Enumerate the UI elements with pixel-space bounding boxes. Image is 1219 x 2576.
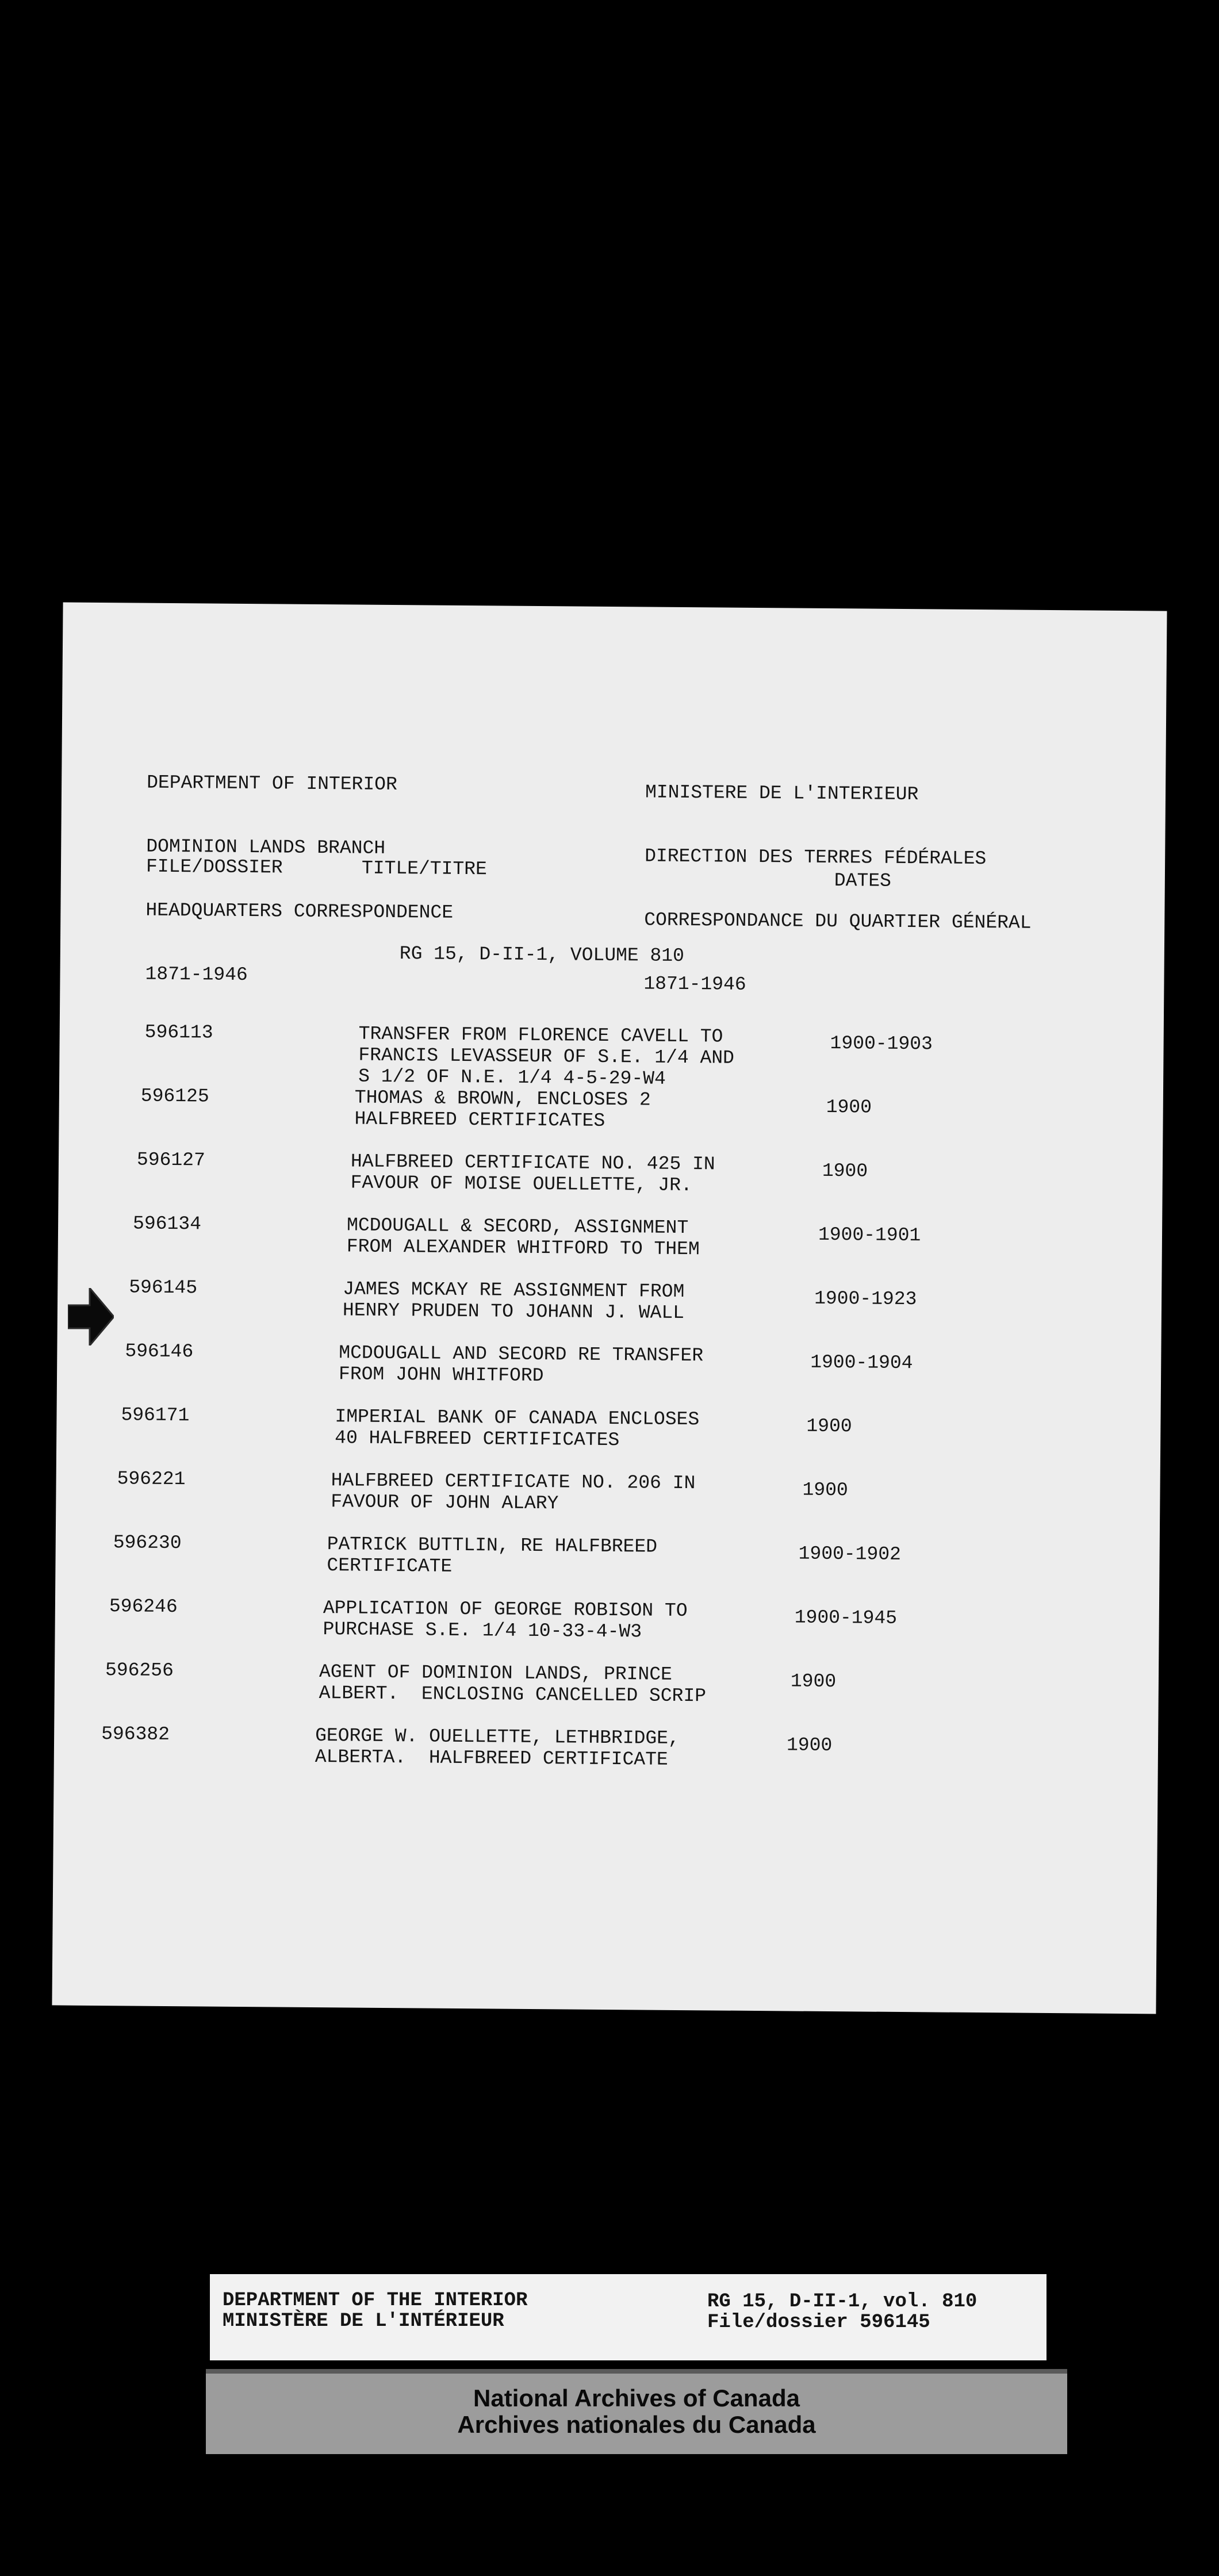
- file-title: TRANSFER FROM FLORENCE CAVELL TO FRANCIS LEVASSEUR OF S.E. 1/4 AND S 1/2 OF N.E. 1/4 4-5-29-W4: [358, 1023, 735, 1090]
- file-number: 596230: [113, 1532, 182, 1554]
- file-row: [57, 1276, 1162, 1331]
- file-dates: 1900: [786, 1734, 833, 1757]
- reference-department: [223, 2290, 528, 2332]
- file-number: 596246: [109, 1596, 178, 1618]
- archive-name-fr: Archives nationales du Canada: [457, 2411, 816, 2438]
- file-number: 596382: [101, 1723, 170, 1746]
- volume-heading: RG 15, D-II-1, VOLUME 810: [399, 943, 685, 967]
- file-dates: 1900-1945: [794, 1607, 898, 1629]
- file-number: 596145: [129, 1276, 198, 1299]
- file-row: [59, 1021, 1164, 1090]
- file-row: [56, 1404, 1161, 1458]
- file-number: 596125: [140, 1085, 209, 1107]
- file-number: 596221: [117, 1468, 186, 1490]
- archive-name: [206, 2385, 1067, 2438]
- file-title: HALFBREED CERTIFICATE NO. 425 IN FAVOUR OF MOISE OUELLETTE, JR.: [350, 1151, 715, 1197]
- reference-file-info: [707, 2291, 977, 2333]
- archive-label: [206, 2369, 1067, 2454]
- file-title: IMPERIAL BANK OF CANADA ENCLOSES 40 HALFBREED CERTIFICATES: [335, 1406, 700, 1451]
- header-line: HEADQUARTERS CORRESPONDENCE: [145, 899, 454, 923]
- file-row: [59, 1084, 1163, 1139]
- archive-name-en: National Archives of Canada: [473, 2385, 800, 2412]
- file-row: [54, 1723, 1159, 1777]
- file-title: APPLICATION OF GEORGE ROBISON TO PURCHASE S.E. 1/4 10-33-4-W3: [323, 1597, 688, 1643]
- reference-dept-fr: MINISTÈRE DE L'INTÉRIEUR: [223, 2310, 504, 2332]
- reference-rg: RG 15, D-II-1, vol. 810: [707, 2291, 977, 2313]
- file-dates: 1900-1903: [830, 1032, 933, 1055]
- file-dates: 1900: [806, 1415, 852, 1438]
- header-line: DOMINION LANDS BRANCH: [146, 835, 386, 859]
- header-line: DEPARTMENT OF INTERIOR: [147, 772, 397, 796]
- file-title: GEORGE W. OUELLETTE, LETHBRIDGE, ALBERTA. HALFBREED CERTIFICATE: [315, 1725, 680, 1770]
- file-number: 596113: [144, 1021, 213, 1044]
- file-number: 596127: [136, 1149, 205, 1171]
- reference-file: File/dossier 596145: [707, 2312, 930, 2333]
- file-title: AGENT OF DOMINION LANDS, PRINCE ALBERT. ENCLOSING CANCELLED SCRIP: [319, 1661, 707, 1707]
- file-title: PATRICK BUTTLIN, RE HALFBREED CERTIFICATE: [327, 1534, 658, 1577]
- column-header-dates: DATES: [834, 870, 892, 892]
- file-title: HALFBREED CERTIFICATE NO. 206 IN FAVOUR OF JOHN ALARY: [331, 1470, 696, 1515]
- file-title: JAMES MCKAY RE ASSIGNMENT FROM HENRY PRUDEN TO JOHANN J. WALL: [342, 1278, 685, 1324]
- file-dates: 1900: [802, 1479, 848, 1501]
- file-number: 596256: [105, 1659, 174, 1682]
- file-number: 596134: [132, 1213, 202, 1235]
- file-dates: 1900-1904: [810, 1351, 913, 1374]
- file-dates: 1900: [822, 1160, 868, 1182]
- arrow-right-icon: [68, 1288, 114, 1346]
- column-header-file: FILE/DOSSIER: [145, 856, 283, 879]
- header-english: [145, 730, 455, 1030]
- reference-label: [210, 2274, 1046, 2360]
- header-line: MINISTERE DE L'INTERIEUR: [645, 781, 919, 806]
- header-line: DIRECTION DES TERRES FÉDÉRALES: [645, 845, 987, 870]
- file-row: [55, 1595, 1159, 1650]
- file-dates: 1900: [790, 1670, 837, 1693]
- file-row: [58, 1212, 1163, 1267]
- file-dates: 1900: [826, 1096, 872, 1118]
- file-row: [55, 1659, 1159, 1713]
- file-dates: 1900-1923: [814, 1287, 917, 1310]
- header-line: CORRESPONDANCE DU QUARTIER GÉNÉRAL: [644, 909, 1032, 934]
- file-dates: 1900-1902: [798, 1543, 902, 1565]
- reference-dept-en: DEPARTMENT OF THE INTERIOR: [223, 2290, 528, 2312]
- file-row: [57, 1340, 1162, 1394]
- file-number: 596146: [125, 1340, 194, 1363]
- column-header-title: TITLE/TITRE: [361, 857, 487, 880]
- file-row: [55, 1531, 1160, 1586]
- header-line: 1871-1946: [643, 973, 746, 995]
- file-row: [59, 1148, 1163, 1203]
- header-line: 1871-1946: [145, 963, 248, 986]
- file-number: 596171: [121, 1404, 190, 1427]
- file-title: THOMAS & BROWN, ENCLOSES 2 HALFBREED CERTIFICATES: [354, 1087, 651, 1132]
- file-title: MCDOUGALL AND SECORD RE TRANSFER FROM JOHN WHITFORD: [338, 1342, 704, 1387]
- document-sheet: [52, 602, 1167, 2014]
- file-row: [56, 1467, 1160, 1522]
- file-title: MCDOUGALL & SECORD, ASSIGNMENT FROM ALEXANDER WHITFORD TO THEM: [346, 1214, 700, 1260]
- file-dates: 1900-1901: [818, 1224, 921, 1247]
